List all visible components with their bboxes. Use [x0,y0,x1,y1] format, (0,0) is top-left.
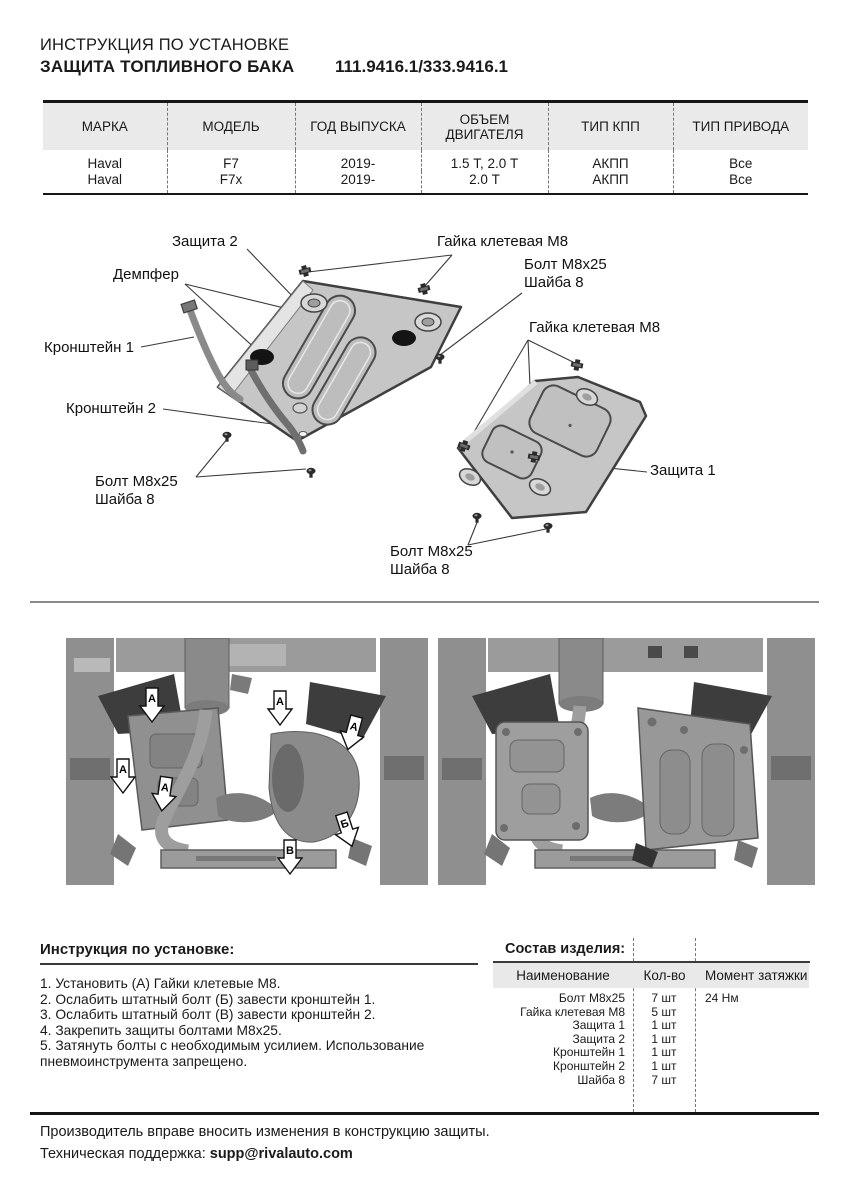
parts-col-qty: Кол-во [643,968,686,983]
svg-text:А: А [160,781,170,795]
instruction-step: 1. Установить (А) Гайки клетевые М8. [40,976,281,991]
table-row: Haval F7x 2019- 2.0 Т АКПП Все [43,171,808,194]
svg-text:Б: Б [339,817,351,832]
svg-text:А: А [348,720,360,735]
label-gayka-kletevaya-mid: Гайка клетевая М8 [529,319,661,336]
svg-text:А: А [148,693,156,705]
parts-row: Гайка клетевая М8 5 шт [520,1004,677,1019]
photo-installed-plates [438,638,815,885]
col-tip-kpp: ТИП КПП [548,102,673,151]
parts-col-name: Наименование [516,968,610,983]
svg-text:А: А [276,696,284,708]
footer-disclaimer: Производитель вправе вносить изменения в конструкцию защиты. [40,1124,490,1140]
installed-plate-2 [496,722,588,840]
col-tip-privoda: ТИП ПРИВОДА [673,102,808,151]
col-model: МОДЕЛЬ [167,102,295,151]
parts-row: Кронштейн 2 1 шт [553,1058,677,1073]
support-label: Техническая поддержка: [40,1146,210,1162]
label-bolt-bottom: Болт М8х25 Шайба 8 [390,543,473,578]
table-row: Haval F7 2019- 1.5 Т, 2.0 Т АКПП Все [43,150,808,171]
photo-mount-points [66,638,428,885]
parts-rows [493,992,810,1087]
washer-hole [301,294,327,312]
instruction-step: 4. Закрепить защиты болтами М8х25. [40,1022,282,1038]
footer-rule [30,1112,819,1115]
parts-list-title: Состав изделия: [505,941,626,957]
label-kronshteyn-2: Кронштейн 2 [66,400,156,417]
instructions-title: Инструкция по установке: [40,941,235,958]
parts-row: Защита 1 1 шт [572,1018,677,1033]
label-kronshteyn-1: Кронштейн 1 [44,339,134,356]
washer-hole [415,313,441,331]
instruction-step: 5. Затянуть болты с необходимым усилием. Использование пневмоинструмента запрещено. [40,1038,425,1069]
label-bolt-left: Болт М8х25 Шайба 8 [95,473,178,508]
installation-instructions [40,941,480,1070]
section-divider [30,601,819,603]
support-email: supp@rivalauto.com [209,1146,353,1162]
footer-support [40,1146,353,1162]
label-zashchita-2: Защита 2 [172,233,238,250]
vehicle-table-header-row [43,102,808,151]
doc-title-line2: ЗАЩИТА ТОПЛИВНОГО БАКА [40,57,295,76]
instructions-rule [40,963,478,965]
svg-text:В: В [286,845,294,857]
col-god-vypuska: ГОД ВЫПУСКА [295,102,421,151]
parts-row: Защита 2 1 шт [572,1031,677,1046]
parts-col-torque: Момент затяжки [705,968,808,983]
label-bolt-top: Болт М8х25 Шайба 8 [524,256,607,291]
col-marka: МАРКА [43,102,167,151]
part-number: 111.9416.1/333.9416.1 [335,57,509,76]
doc-title-line1: ИНСТРУКЦИЯ ПО УСТАНОВКЕ [40,36,290,54]
instruction-step: 2. Ослабить штатный болт (Б) завести кронштейн 1. [40,991,376,1007]
label-gayka-kletevaya-top: Гайка клетевая М8 [437,233,569,250]
plate-zashchita-1 [457,377,646,518]
instruction-step: 3. Ослабить штатный болт (В) завести кронштейн 2. [40,1007,376,1023]
col-obem-dvigatelya: ОБЪЕМ ДВИГАТЕЛЯ [421,102,548,151]
label-dempfer: Демпфер [113,266,179,283]
vehicle-table [43,100,808,195]
parts-row: Болт М8х25 7 шт 24 Нм [558,991,739,1005]
label-zashchita-1: Защита 1 [650,462,716,479]
installed-plate-1 [638,708,758,850]
parts-row: Шайба 8 7 шт [577,1072,677,1087]
svg-text:А: А [119,764,127,776]
parts-row: Кронштейн 1 1 шт [553,1045,677,1060]
damper [392,330,416,346]
